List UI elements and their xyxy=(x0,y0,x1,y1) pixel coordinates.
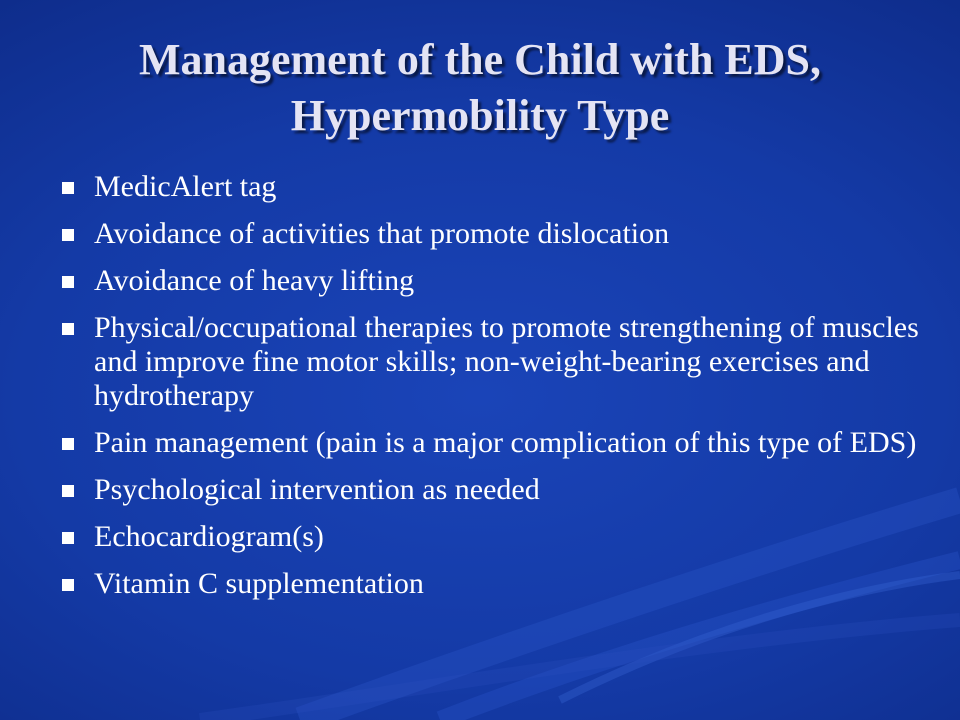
slide-title: Management of the Child with EDS, Hypermobility Type xyxy=(138,35,822,140)
square-bullet-icon xyxy=(62,485,74,497)
bullet-text: MedicAlert tag xyxy=(94,170,277,203)
list-item xyxy=(62,170,922,204)
list-item xyxy=(62,311,922,413)
bullet-text: Vitamin C supplementation xyxy=(94,567,424,600)
square-bullet-icon xyxy=(62,276,74,288)
square-bullet-icon xyxy=(62,438,74,450)
bullet-list xyxy=(62,170,922,614)
list-item xyxy=(62,520,922,554)
square-bullet-icon xyxy=(62,323,74,335)
bullet-text: Psychological intervention as needed xyxy=(94,473,540,506)
bullet-text: Avoidance of heavy lifting xyxy=(94,264,415,297)
square-bullet-icon xyxy=(62,182,74,194)
list-item xyxy=(62,217,922,251)
square-bullet-icon xyxy=(62,532,74,544)
list-item xyxy=(62,426,922,460)
list-item xyxy=(62,473,922,507)
bullet-text: Avoidance of activities that promote dislocation xyxy=(94,217,670,250)
bullet-text: Echocardiogram(s) xyxy=(94,520,324,553)
square-bullet-icon xyxy=(62,229,74,241)
bullet-text: Physical/occupational therapies to promote strengthening of muscles and improve fine motor skills; non-weight-bearing exercises and hydrotherapy xyxy=(94,311,919,412)
list-item xyxy=(62,264,922,298)
square-bullet-icon xyxy=(62,579,74,591)
list-item xyxy=(62,567,922,601)
bullet-text: Pain management (pain is a major complication of this type of EDS) xyxy=(94,426,917,459)
